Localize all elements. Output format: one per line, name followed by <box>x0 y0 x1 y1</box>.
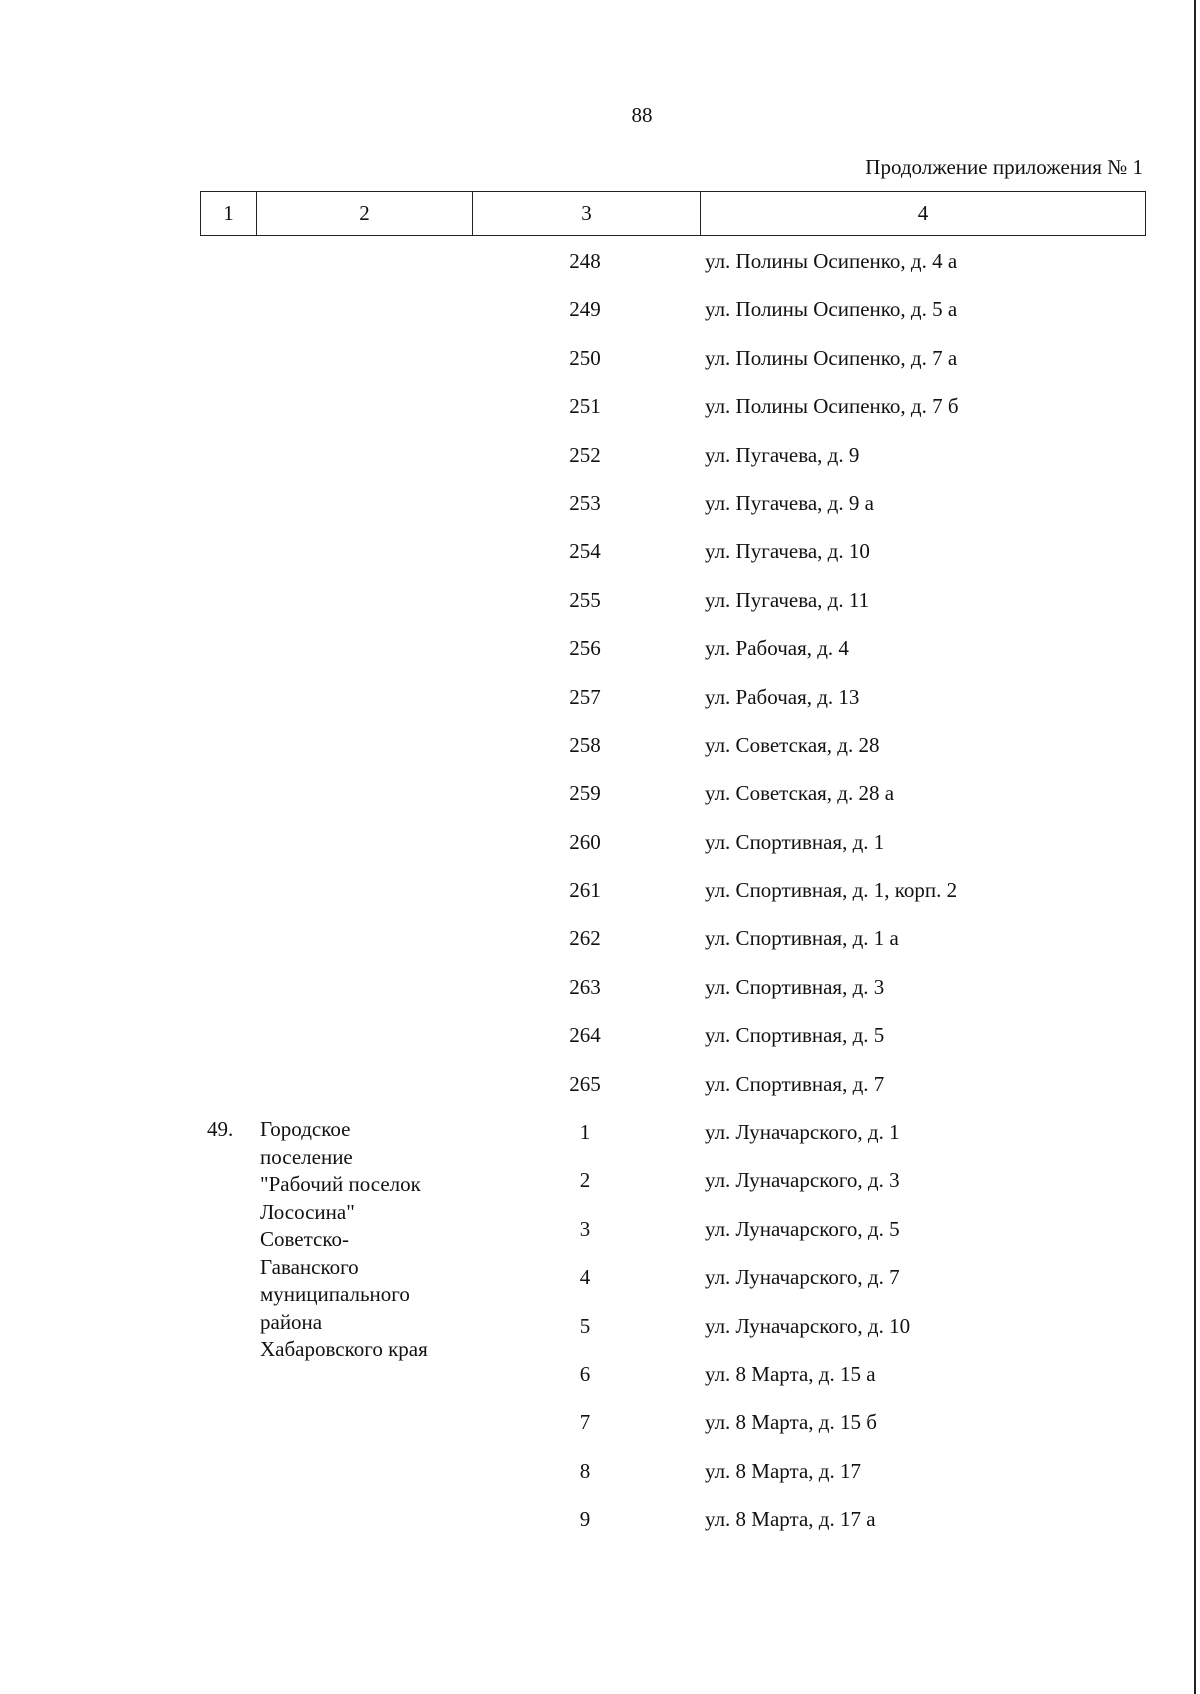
column-header-3: 3 <box>473 192 701 236</box>
row-number: 6 <box>579 1361 591 1386</box>
row-address: ул. Луначарского, д. 7 <box>705 1265 900 1290</box>
address-list <box>0 246 1200 1553</box>
row-address: ул. Пугачева, д. 9 <box>705 442 860 467</box>
row-number: 251 <box>569 394 601 419</box>
table-row <box>0 440 1200 488</box>
row-address: ул. Луначарского, д. 10 <box>705 1313 911 1338</box>
table-row <box>0 972 1200 1020</box>
table-row <box>0 1407 1200 1455</box>
table-row <box>0 488 1200 536</box>
row-address: ул. Рабочая, д. 4 <box>705 636 849 661</box>
table-row <box>0 730 1200 778</box>
group-name-line: Городское <box>260 1117 351 1141</box>
table-row <box>0 1214 1200 1262</box>
row-address: ул. Пугачева, д. 10 <box>705 539 870 564</box>
row-address: ул. Рабочая, д. 13 <box>705 684 860 709</box>
row-number: 262 <box>569 926 601 951</box>
row-number: 256 <box>569 636 601 661</box>
row-number: 2 <box>579 1168 591 1193</box>
table-row <box>0 1165 1200 1213</box>
table-row <box>0 633 1200 681</box>
row-number: 264 <box>569 1023 601 1048</box>
row-address: ул. Спортивная, д. 1 а <box>705 926 899 951</box>
row-address: ул. Спортивная, д. 1 <box>705 829 885 854</box>
row-number: 253 <box>569 490 601 515</box>
column-header-4: 4 <box>701 192 1146 236</box>
row-number: 8 <box>579 1458 591 1483</box>
row-number: 265 <box>569 1071 601 1096</box>
table-row <box>0 343 1200 391</box>
row-number: 252 <box>569 442 601 467</box>
row-number: 258 <box>569 732 601 757</box>
row-address: ул. Спортивная, д. 3 <box>705 974 885 999</box>
table-row <box>0 682 1200 730</box>
table-row <box>0 778 1200 826</box>
table-row <box>0 294 1200 342</box>
table-row <box>0 1359 1200 1407</box>
table-row <box>0 391 1200 439</box>
group-name-line: Гаванского <box>260 1254 359 1279</box>
table-row <box>0 1262 1200 1310</box>
row-number: 259 <box>569 781 601 806</box>
group-name-line: Лососина" <box>260 1199 355 1224</box>
row-address: ул. Спортивная, д. 1, корп. 2 <box>705 878 958 903</box>
row-address: ул. Спортивная, д. 7 <box>705 1071 885 1096</box>
group-name-line: муниципального <box>260 1282 410 1306</box>
row-address: ул. Советская, д. 28 а <box>705 781 895 806</box>
table-row <box>0 1456 1200 1504</box>
row-address: ул. Пугачева, д. 11 <box>705 587 870 612</box>
row-address: ул. Советская, д. 28 <box>705 732 880 757</box>
group-name-line: Советско- <box>260 1227 350 1251</box>
table-row <box>0 1117 1200 1165</box>
column-header-1: 1 <box>201 192 257 236</box>
row-number: 4 <box>579 1265 591 1290</box>
row-number: 248 <box>569 249 601 273</box>
row-number: 257 <box>569 684 601 709</box>
row-address: ул. Луначарского, д. 5 <box>705 1216 900 1241</box>
table-row <box>0 246 1200 294</box>
row-address: ул. Пугачева, д. 9 а <box>705 490 874 515</box>
group-name-line: "Рабочий поселок <box>260 1172 421 1196</box>
table-row <box>0 536 1200 584</box>
column-header-row <box>201 192 1146 236</box>
row-address: ул. Спортивная, д. 5 <box>705 1023 885 1048</box>
row-address: ул. 8 Марта, д. 17 <box>705 1458 861 1483</box>
page-number: 88 <box>631 103 653 127</box>
row-address: ул. Полины Осипенко, д. 4 а <box>705 249 958 273</box>
row-number: 261 <box>569 878 601 903</box>
table-row <box>0 1504 1200 1552</box>
group-name-line: района <box>260 1309 323 1334</box>
row-number: 263 <box>569 974 601 999</box>
table-row <box>0 923 1200 971</box>
row-number: 260 <box>569 829 601 854</box>
row-number: 254 <box>569 539 601 564</box>
row-number: 7 <box>579 1410 591 1435</box>
row-address: ул. Полины Осипенко, д. 7 а <box>705 345 958 370</box>
table-row <box>0 875 1200 923</box>
row-number: 250 <box>569 345 601 370</box>
row-number: 5 <box>579 1313 591 1338</box>
row-address: ул. Луначарского, д. 1 <box>705 1120 900 1145</box>
table-row <box>0 1311 1200 1359</box>
row-number: 249 <box>569 297 601 322</box>
row-number: 9 <box>579 1507 591 1532</box>
group-number: 49. <box>207 1117 234 1141</box>
row-address: ул. Полины Осипенко, д. 5 а <box>705 297 958 322</box>
row-address: ул. 8 Марта, д. 17 а <box>705 1507 876 1532</box>
row-number: 3 <box>579 1216 591 1241</box>
row-address: ул. 8 Марта, д. 15 б <box>705 1410 877 1435</box>
row-address: ул. 8 Марта, д. 15 а <box>705 1361 876 1386</box>
table-row <box>0 1020 1200 1068</box>
group-name-line: Хабаровского края <box>260 1337 428 1361</box>
column-header-table <box>200 191 1146 236</box>
column-header-2: 2 <box>257 192 473 236</box>
row-address: ул. Луначарского, д. 3 <box>705 1168 900 1193</box>
table-row <box>0 585 1200 633</box>
table-row <box>0 827 1200 875</box>
table-row <box>0 1069 1200 1117</box>
row-address: ул. Полины Осипенко, д. 7 б <box>705 394 959 419</box>
row-number: 255 <box>569 587 601 612</box>
group-name-line: поселение <box>260 1144 353 1169</box>
continuation-label: Продолжение приложения № 1 <box>865 155 1143 179</box>
row-number: 1 <box>579 1120 591 1145</box>
